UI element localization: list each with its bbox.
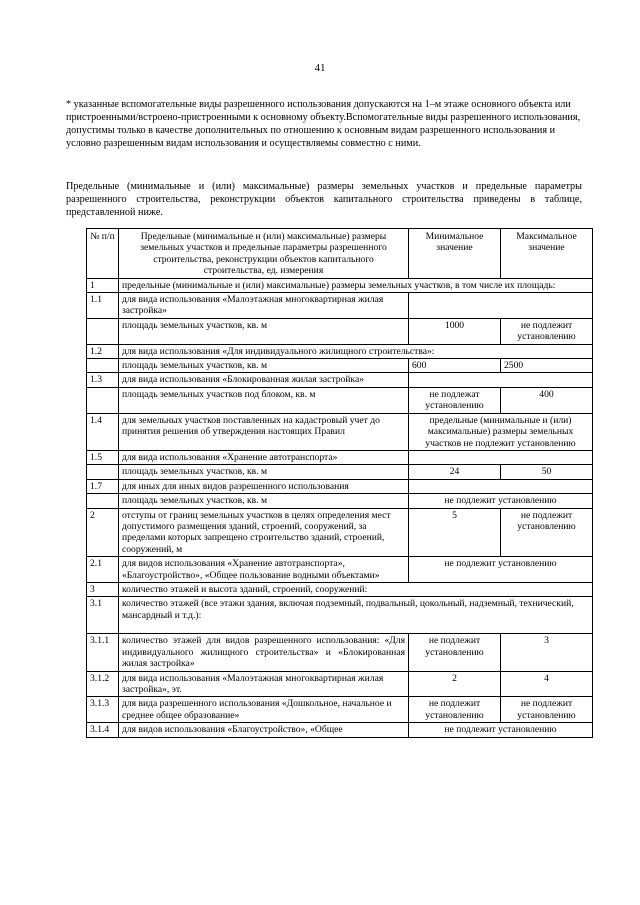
row-section-text: для вида использования «Малоэтажная многоквартирная жилая застройка» (119, 293, 409, 319)
row-blank-cell (501, 479, 593, 493)
row-blank-cell (501, 373, 593, 387)
table-row (87, 697, 593, 723)
row-parameter: для вида использования «Малоэтажная многоквартирная жилая застройка», эт. (119, 671, 409, 697)
row-parameter: отступы от границ земельных участков в целях определения мест допустимого размещения зданий, строений, сооружений, за пределами которых запрещено строительство зданий, строений, сооружений, м (119, 508, 409, 557)
header-max: Максимальное значение (501, 229, 593, 279)
row-number (87, 318, 119, 344)
row-blank-cell (409, 293, 501, 319)
table-row (87, 278, 593, 292)
row-parameter: количество этажей для видов разрешенного использования: «Для индивидуального жилищного строительства» и «Блокированная жилая застройка» (119, 634, 409, 671)
row-parameter: для видов использования «Хранение автотранспорта», «Благоустройство», «Общее пользование водными объектами» (119, 557, 409, 583)
row-merged-value: не подлежит установлению (409, 723, 593, 737)
row-min-value: не подлежат установлению (409, 387, 501, 413)
row-blank-cell (409, 479, 501, 493)
table-row (87, 671, 593, 697)
row-number: 1.4 (87, 413, 119, 450)
row-parameter: для видов использования «Благоустройство», «Общее (119, 723, 409, 737)
row-section-text: для иных для иных видов разрешенного использования (119, 479, 409, 493)
row-number: 3.1.4 (87, 723, 119, 737)
table-row (87, 508, 593, 557)
row-parameter: площадь земельных участков, кв. м (119, 494, 409, 508)
row-merged-value: предельные (минимальные и (или) максимальные) размеры земельных участков не подлежит установлению (409, 413, 593, 450)
row-blank-cell (409, 373, 501, 387)
footnote-paragraph: * указанные вспомогательные виды разрешенного использования допускаются на 1–м этаже основного объекта или пристроенными/встроено-пристроенными к основному объекту.Вспомогательные виды разрешенного использования, допустимы только в качестве дополнительных по отношению к основным видам разрешенного использования и условно разрешенным видам использования и осуществляемы совместно с ними. (66, 99, 581, 149)
row-max-value: не подлежит установлению (501, 508, 593, 557)
table-row (87, 597, 593, 634)
row-section-text: количество этажей и высота зданий, строений, сооружений: (119, 582, 593, 596)
table-row (87, 557, 593, 583)
row-number: 1.3 (87, 373, 119, 387)
row-number: 2.1 (87, 557, 119, 583)
row-number: 3.1 (87, 597, 119, 634)
header-number: № п/п (87, 229, 119, 279)
row-parameter: площадь земельных участков под блоком, кв. м (119, 387, 409, 413)
row-min-value: 5 (409, 508, 501, 557)
row-max-value: 2500 (501, 359, 593, 373)
table-row (87, 344, 593, 358)
row-merged-value: не подлежит установлению (409, 557, 593, 583)
row-number: 1 (87, 278, 119, 292)
row-number (87, 465, 119, 479)
row-number: 3.1.2 (87, 671, 119, 697)
table-row (87, 450, 593, 464)
row-blank-cell (501, 450, 593, 464)
table-row (87, 387, 593, 413)
table-row (87, 494, 593, 508)
row-max-value: 50 (501, 465, 593, 479)
table-row (87, 479, 593, 493)
row-min-value: 2 (409, 671, 501, 697)
table-row (87, 723, 593, 737)
row-number: 3.1.1 (87, 634, 119, 671)
row-section-text: количество этажей (все этажи здания, включая подземный, подвальный, цокольный, надземный, технический, мансардный и т.д.): (119, 597, 593, 634)
row-min-value: 1000 (409, 318, 501, 344)
row-section-text: для вида использования «Блокированная жилая застройка» (119, 373, 409, 387)
row-number (87, 494, 119, 508)
row-parameter: площадь земельных участков, кв. м (119, 359, 409, 373)
row-section-text: предельные (минимальные и (или) максимальные) размеры земельных участков, в том числе их площадь: (119, 278, 593, 292)
row-section-text: для вида использования «Хранение автотранспорта» (119, 450, 409, 464)
parameters-table (86, 228, 593, 738)
row-merged-value: не подлежит установлению (409, 494, 593, 508)
row-number: 2 (87, 508, 119, 557)
row-parameter: для вида разрешенного использования «Дошкольное, начальное и среднее общее образование» (119, 697, 409, 723)
table-row (87, 413, 593, 450)
row-number: 3 (87, 582, 119, 596)
row-parameter: площадь земельных участков, кв. м (119, 465, 409, 479)
row-number: 1.2 (87, 344, 119, 358)
row-number (87, 359, 119, 373)
table-row (87, 359, 593, 373)
row-parameter: площадь земельных участков, кв. м (119, 318, 409, 344)
table-row (87, 582, 593, 596)
row-section-text: для вида использования «Для индивидуального жилищного строительства»: (119, 344, 593, 358)
table-row (87, 634, 593, 671)
row-parameter: для земельных участков поставленных на кадастровый учет до принятия решения об утверждения настоящих Правил (119, 413, 409, 450)
row-max-value: не подлежит установлению (501, 697, 593, 723)
page-number: 41 (314, 62, 326, 74)
row-max-value: не подлежит установлению (501, 318, 593, 344)
row-number: 1.1 (87, 293, 119, 319)
row-min-value: 24 (409, 465, 501, 479)
row-number: 1.5 (87, 450, 119, 464)
table-header-row (87, 229, 593, 279)
row-min-value: не подлежит установлению (409, 697, 501, 723)
row-max-value: 4 (501, 671, 593, 697)
row-min-value: не подлежит установлению (409, 634, 501, 671)
row-number: 1.7 (87, 479, 119, 493)
table-row (87, 373, 593, 387)
intro-paragraph: Предельные (минимальные и (или) максимальные) размеры земельных участков и предельные параметры разрешенного строительства, реконструкции объектов капитального строительства приведены в таблице, представленной ниже. (66, 181, 582, 218)
row-max-value: 400 (501, 387, 593, 413)
row-min-value: 600 (409, 359, 501, 373)
table-row (87, 318, 593, 344)
row-blank-cell (409, 450, 501, 464)
header-parameter: Предельные (минимальные и (или) максимальные) размеры земельных участков и предельные параметры разрешенного строительства, реконструкции объектов капитального строительства, ед. измерения (119, 229, 409, 279)
table-row (87, 293, 593, 319)
header-min: Минимальное значение (409, 229, 501, 279)
row-number (87, 387, 119, 413)
row-blank-cell (501, 293, 593, 319)
table-row (87, 465, 593, 479)
row-max-value: 3 (501, 634, 593, 671)
row-number: 3.1.3 (87, 697, 119, 723)
